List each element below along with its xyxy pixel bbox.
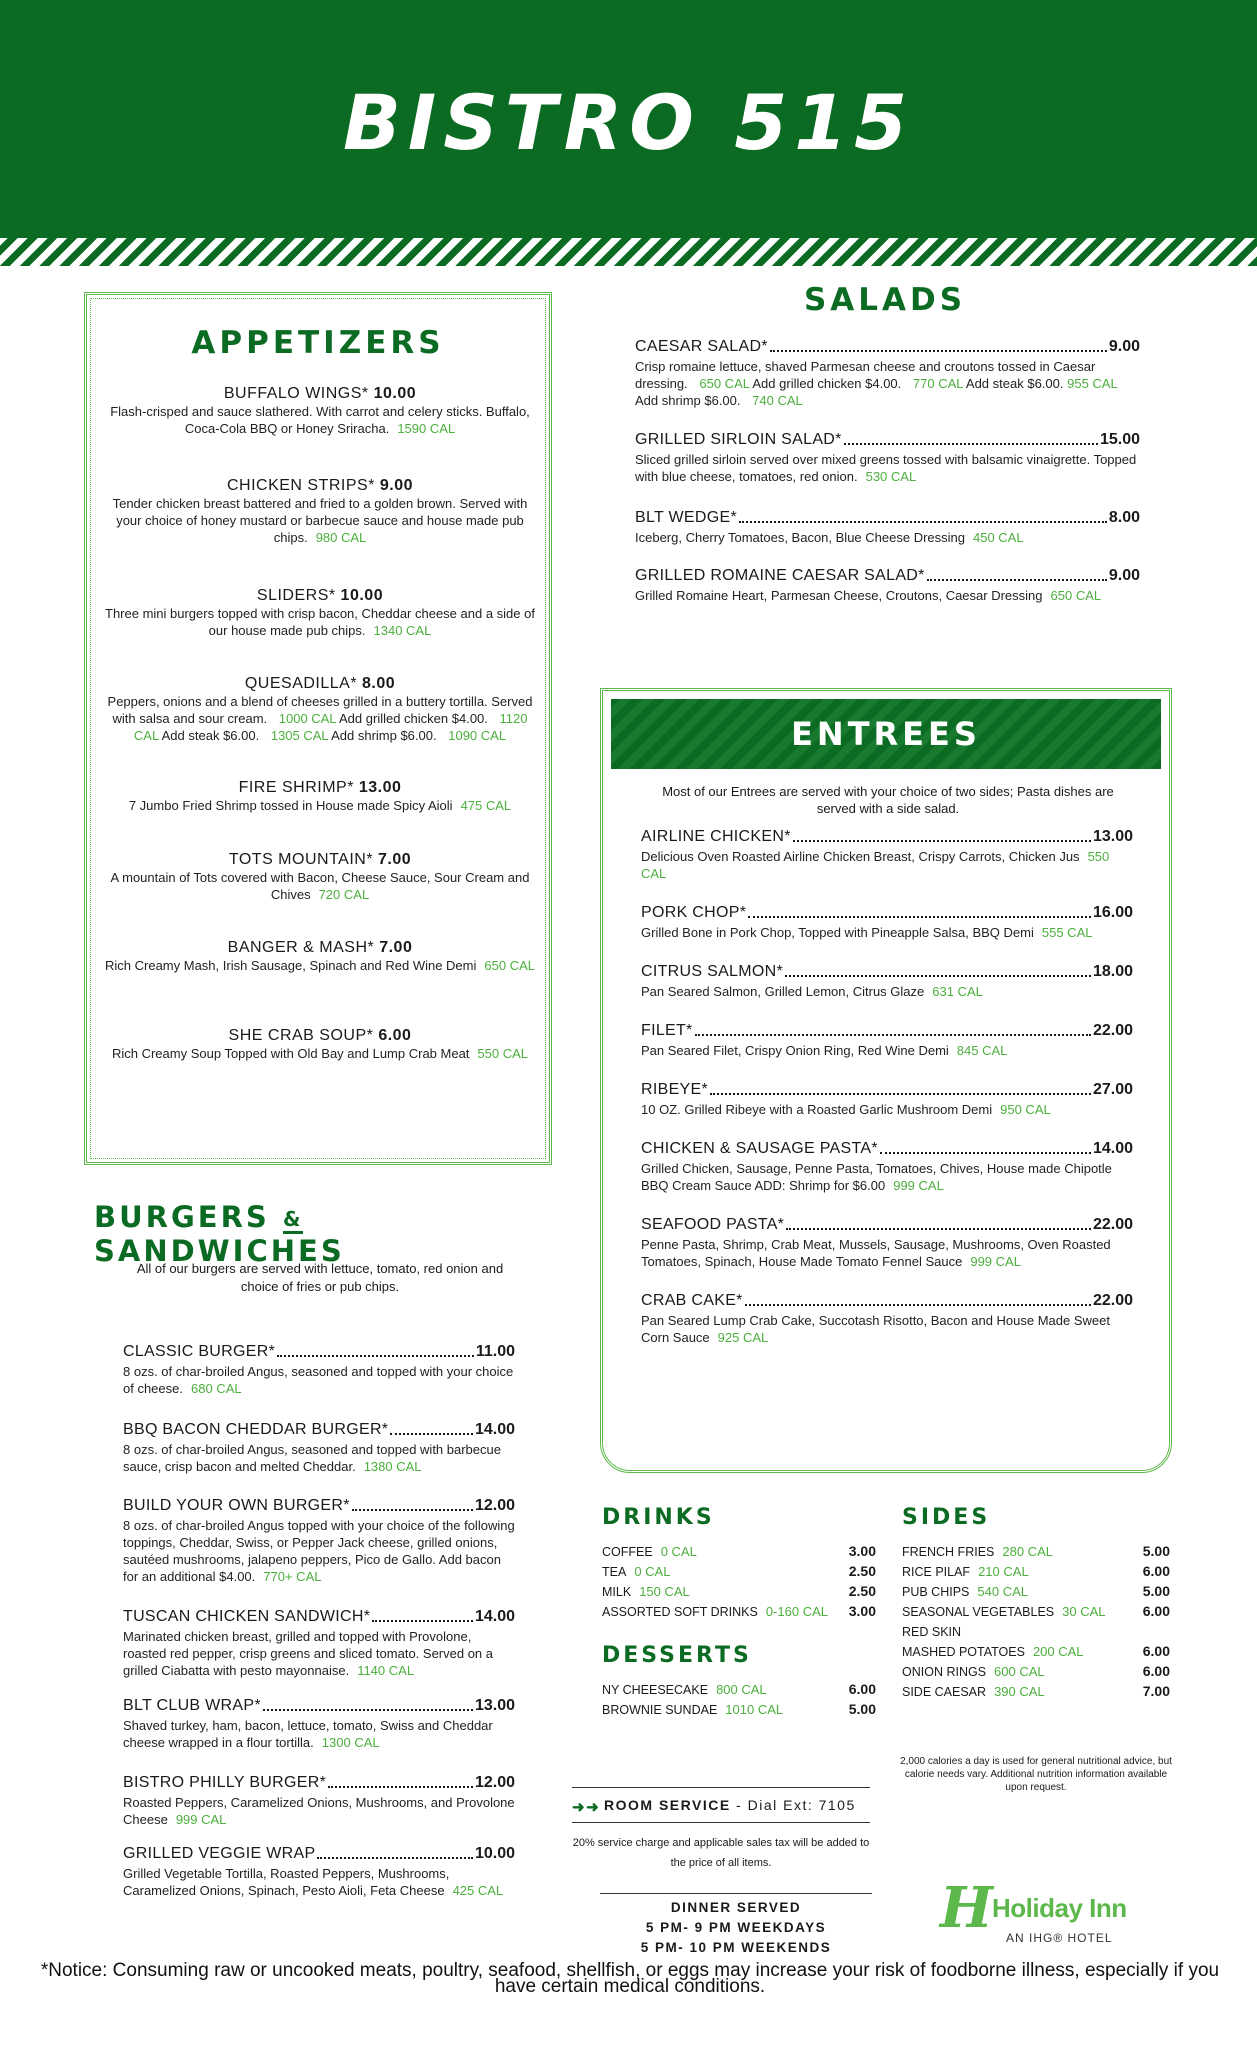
item-calories: 1590 CAL xyxy=(397,421,456,436)
item-price: 7.00 xyxy=(378,851,412,868)
item-addon: Add steak $6.00. xyxy=(161,728,260,743)
item-calories: 845 CAL xyxy=(956,1043,1008,1058)
list-item xyxy=(902,1661,1170,1681)
menu-item xyxy=(101,675,539,744)
menu-item xyxy=(635,509,1140,546)
item-description: Iceberg, Cherry Tomatoes, Bacon, Blue Cheese Dressing xyxy=(635,530,965,545)
list-item xyxy=(902,1561,1170,1581)
item-name: SLIDERS* xyxy=(256,587,336,604)
item-calories: 1305 CAL xyxy=(270,728,329,743)
double-arrow-icon: ➜➜ xyxy=(572,1799,601,1816)
item-price: 7.00 xyxy=(379,939,413,956)
item-price: 5.00 xyxy=(1142,1583,1170,1599)
item-addon: Add grilled chicken $4.00. xyxy=(339,711,488,726)
item-name: BROWNIE SUNDAE xyxy=(602,1702,718,1717)
item-price: 6.00 xyxy=(1142,1563,1170,1579)
item-calories: 999 CAL xyxy=(970,1254,1021,1269)
menu-item xyxy=(641,1022,1133,1059)
item-name: PORK CHOP* xyxy=(641,904,747,921)
item-name: SEAFOOD PASTA* xyxy=(641,1216,785,1233)
item-calories: 950 CAL xyxy=(1000,1102,1051,1117)
item-name: GRILLED SIRLOIN SALAD* xyxy=(635,431,842,448)
item-price: 22.00 xyxy=(1092,1292,1133,1309)
item-price: 15.00 xyxy=(1099,431,1140,448)
item-description: Delicious Oven Roasted Airline Chicken Breast, Crispy Carrots, Chicken Jus xyxy=(641,849,1080,864)
item-price: 14.00 xyxy=(474,1608,515,1625)
salads-title: SALADS xyxy=(803,282,967,318)
item-description: Pan Seared Salmon, Grilled Lemon, Citrus Glaze xyxy=(641,984,925,999)
item-calories: 680 CAL xyxy=(191,1381,242,1396)
menu-item xyxy=(123,1608,515,1679)
item-name: SIDE CAESAR xyxy=(902,1684,987,1699)
holiday-inn-logo xyxy=(940,1875,1180,1947)
item-description: Pan Seared Lump Crab Cake, Succotash Risotto, Bacon and House Made Sweet Corn Sauce xyxy=(641,1313,1110,1345)
item-name: MASHED POTATOES xyxy=(902,1644,1025,1659)
logo-name: Holiday Inn xyxy=(992,1893,1127,1923)
item-price: 10.00 xyxy=(340,587,384,604)
item-name: QUESADILLA* xyxy=(244,675,358,692)
list-item xyxy=(602,1561,876,1581)
item-name: COFFEE xyxy=(602,1544,653,1559)
list-item xyxy=(902,1581,1170,1601)
burgers-title xyxy=(94,1200,544,1268)
item-calories: 550 CAL xyxy=(477,1046,529,1061)
leader-dots xyxy=(263,1709,473,1711)
burgers-title-amp: & xyxy=(283,1207,303,1234)
menu-item xyxy=(123,1697,515,1751)
item-price: 8.00 xyxy=(1108,509,1140,526)
item-description: Rich Creamy Mash, Irish Sausage, Spinach and Red Wine Demi xyxy=(105,958,477,973)
list-item xyxy=(602,1541,876,1561)
appetizers-title: APPETIZERS xyxy=(191,325,445,361)
item-price: 3.00 xyxy=(848,1543,876,1559)
item-name: GRILLED VEGGIE WRAP xyxy=(123,1845,316,1862)
item-description: Three mini burgers topped with crisp bacon, Cheddar cheese and a side of our house made pub chips. xyxy=(105,606,535,638)
item-addon: Add shrimp $6.00. xyxy=(331,728,437,743)
item-calories: 800 CAL xyxy=(716,1681,767,1697)
item-description: Shaved turkey, ham, bacon, lettuce, tomato, Swiss and Cheddar cheese wrapped in a flour tortilla. xyxy=(123,1718,493,1750)
item-price: 9.00 xyxy=(1108,338,1140,355)
item-description: Grilled Vegetable Tortilla, Roasted Peppers, Mushrooms, Caramelized Onions, Spinach, Pesto Aioli, Feta Cheese xyxy=(123,1866,450,1898)
leader-dots xyxy=(745,1304,1091,1306)
leader-dots xyxy=(748,916,1091,918)
menu-item xyxy=(123,1497,515,1585)
list-item xyxy=(902,1541,1170,1561)
leader-dots xyxy=(793,840,1091,842)
item-calories: 1120 CAL xyxy=(133,711,528,743)
item-name: NY CHEESECAKE xyxy=(602,1682,709,1697)
entrees-title: ENTREES xyxy=(791,715,981,753)
item-description: Pan Seared Filet, Crispy Onion Ring, Red Wine Demi xyxy=(641,1043,949,1058)
menu-item xyxy=(641,904,1133,941)
menu-item xyxy=(123,1421,515,1475)
item-calories: 720 CAL xyxy=(318,887,370,902)
item-name: BUFFALO WINGS* xyxy=(223,385,369,402)
item-price: 18.00 xyxy=(1092,963,1133,980)
list-item xyxy=(602,1679,876,1699)
item-name: SHE CRAB SOUP* xyxy=(228,1027,374,1044)
item-name: BLT WEDGE* xyxy=(635,509,737,526)
room-service-dial: - Dial Ext: 7105 xyxy=(736,1797,856,1813)
item-calories: 390 CAL xyxy=(994,1683,1045,1699)
entrees-banner xyxy=(611,699,1161,769)
dinner-weekends: 5 PM- 10 PM WEEKENDS xyxy=(640,1940,832,1955)
item-name: BUILD YOUR OWN BURGER* xyxy=(123,1497,350,1514)
dinner-weekdays: 5 PM- 9 PM WEEKDAYS xyxy=(645,1920,827,1935)
item-name: CHICKEN & SAUSAGE PASTA* xyxy=(641,1140,878,1157)
item-calories: 450 CAL xyxy=(972,530,1024,545)
item-price: 6.00 xyxy=(1142,1643,1170,1659)
menu-item xyxy=(641,963,1133,1000)
burgers-intro: All of our burgers are served with lettuce, tomato, red onion and choice of fries or pub chips. xyxy=(136,1261,504,1294)
item-calories: 770+ CAL xyxy=(263,1569,322,1584)
item-description: Sliced grilled sirloin served over mixed greens tossed with balsamic vinaigrette. Topped with blue cheese, tomatoes, red onion. xyxy=(635,452,1137,484)
item-calories: 540 CAL xyxy=(977,1583,1028,1599)
item-price: 2.50 xyxy=(848,1583,876,1599)
item-description: A mountain of Tots covered with Bacon, Cheese Sauce, Sour Cream and Chives xyxy=(110,870,530,902)
item-calories: 425 CAL xyxy=(452,1883,504,1898)
divider xyxy=(572,1822,870,1823)
item-name: RIBEYE* xyxy=(641,1081,709,1098)
menu-item xyxy=(101,779,539,814)
item-calories: 650 CAL xyxy=(1050,588,1102,603)
leader-dots xyxy=(927,579,1107,581)
leader-dots xyxy=(880,1152,1091,1154)
item-description: Grilled Bone in Pork Chop, Topped with Pineapple Salsa, BBQ Demi xyxy=(641,925,1034,940)
room-service xyxy=(572,1787,870,1873)
item-price: 14.00 xyxy=(474,1421,515,1438)
item-price: 6.00 xyxy=(378,1027,412,1044)
item-name: AIRLINE CHICKEN* xyxy=(641,828,791,845)
nutrition-note: 2,000 calories a day is used for general nutritional advice, but calorie needs vary. Additional nutrition information available upon request. xyxy=(900,1756,1172,1793)
item-name: BISTRO PHILLY BURGER* xyxy=(123,1774,327,1791)
item-calories: 475 CAL xyxy=(460,798,512,813)
item-price: 27.00 xyxy=(1092,1081,1133,1098)
menu-item xyxy=(101,587,539,639)
item-name: ONION RINGS xyxy=(902,1664,987,1679)
item-name: TEA xyxy=(602,1564,627,1579)
drinks-list xyxy=(602,1541,876,1621)
item-calories: 770 CAL xyxy=(912,376,963,391)
item-description: 8 ozs. of char-broiled Angus, seasoned and topped with barbecue sauce, crisp bacon and melted Cheddar. xyxy=(123,1442,501,1474)
item-name: BANGER & MASH* xyxy=(227,939,375,956)
item-description: 10 OZ. Grilled Ribeye with a Roasted Garlic Mushroom Demi xyxy=(641,1102,993,1117)
header-banner xyxy=(0,0,1257,238)
item-calories: 1090 CAL xyxy=(448,728,507,743)
list-item xyxy=(902,1681,1170,1701)
leader-dots xyxy=(739,521,1107,523)
item-name: RED SKIN xyxy=(902,1624,962,1639)
item-price: 5.00 xyxy=(1142,1543,1170,1559)
item-description: Roasted Peppers, Caramelized Onions, Mushrooms, and Provolone Cheese xyxy=(123,1795,515,1827)
leader-dots xyxy=(770,350,1107,352)
menu-item xyxy=(123,1845,515,1899)
leader-dots xyxy=(317,1857,473,1859)
item-description: 8 ozs. of char-broiled Angus, seasoned and topped with your choice of cheese. xyxy=(123,1364,514,1396)
item-name: FRENCH FRIES xyxy=(902,1544,995,1559)
menu-item xyxy=(101,1027,539,1062)
item-calories: 650 CAL xyxy=(699,376,750,391)
item-calories: 955 CAL xyxy=(1067,376,1118,391)
item-price: 10.00 xyxy=(373,385,417,402)
menu-item xyxy=(123,1343,515,1397)
drinks-title: DRINKS xyxy=(602,1505,715,1530)
item-calories: 1340 CAL xyxy=(373,623,432,638)
item-name: TOTS MOUNTAIN* xyxy=(228,851,374,868)
item-calories: 0 CAL xyxy=(634,1563,671,1579)
leader-dots xyxy=(710,1093,1091,1095)
item-calories: 555 CAL xyxy=(1041,925,1093,940)
item-calories: 740 CAL xyxy=(752,393,803,408)
item-calories: 0-160 CAL xyxy=(765,1603,828,1619)
item-addon: Add shrimp $6.00. xyxy=(635,393,741,408)
item-calories: 1300 CAL xyxy=(321,1735,380,1750)
header-stripes xyxy=(0,238,1257,266)
item-name: CAESAR SALAD* xyxy=(635,338,768,355)
item-calories: 0 CAL xyxy=(660,1543,697,1559)
item-price: 7.00 xyxy=(1142,1683,1170,1699)
item-price: 11.00 xyxy=(475,1343,515,1360)
item-name: CHICKEN STRIPS* xyxy=(226,477,375,494)
desserts-list xyxy=(602,1679,876,1719)
item-description: 7 Jumbo Fried Shrimp tossed in House made Spicy Aioli xyxy=(128,798,453,813)
item-name: SEASONAL VEGETABLES xyxy=(902,1604,1055,1619)
item-name: BLT CLUB WRAP* xyxy=(123,1697,261,1714)
item-name: MILK xyxy=(602,1584,632,1599)
dinner-title: DINNER SERVED xyxy=(670,1900,802,1915)
item-price: 8.00 xyxy=(362,675,396,692)
item-name: BBQ BACON CHEDDAR BURGER* xyxy=(123,1421,389,1438)
menu-item xyxy=(123,1774,515,1828)
divider xyxy=(600,1893,872,1894)
item-name: ASSORTED SOFT DRINKS xyxy=(602,1604,758,1619)
restaurant-name: BISTRO 515 xyxy=(342,78,914,167)
item-calories: 30 CAL xyxy=(1062,1603,1106,1619)
list-item xyxy=(602,1601,876,1621)
menu-item xyxy=(101,939,539,974)
burgers-title-left: BURGERS xyxy=(94,1200,270,1234)
menu-item xyxy=(635,338,1140,409)
menu-item xyxy=(641,828,1133,882)
leader-dots xyxy=(277,1355,474,1357)
item-price: 22.00 xyxy=(1092,1216,1133,1233)
item-calories: 600 CAL xyxy=(994,1663,1045,1679)
item-price: 9.00 xyxy=(1108,567,1140,584)
desserts-title: DESSERTS xyxy=(602,1643,752,1668)
leader-dots xyxy=(695,1034,1091,1036)
item-description: Tender chicken breast battered and fried to a golden brown. Served with your choice of honey mustard or barbecue sauce and house made pub chips. xyxy=(112,496,528,545)
item-description: Crisp romaine lettuce, shaved Parmesan cheese and croutons tossed in Caesar dressing. xyxy=(635,359,1096,391)
item-calories: 550 CAL xyxy=(641,849,1110,881)
item-description: Grilled Chicken, Sausage, Penne Pasta, Tomatoes, Chives, House made Chipotle BBQ Cream Sauce ADD: Shrimp for $6.00 xyxy=(641,1161,1112,1193)
item-calories: 631 CAL xyxy=(932,984,983,999)
sides-list xyxy=(902,1541,1170,1701)
salads-section xyxy=(630,282,1140,318)
item-description: 8 ozs. of char-broiled Angus topped with your choice of the following toppings, Cheddar, Swiss, or Pepper Jack cheese, grilled onions, sautéed mushrooms, jalapeno peppers, Pico de Gallo. Add bacon for an additional $4.00. xyxy=(123,1518,515,1584)
menu-item xyxy=(641,1140,1133,1194)
menu-item xyxy=(101,851,539,903)
menu-item xyxy=(635,567,1140,604)
item-name: TUSCAN CHICKEN SANDWICH* xyxy=(123,1608,371,1625)
item-price: 12.00 xyxy=(474,1497,515,1514)
item-name: CLASSIC BURGER* xyxy=(123,1343,276,1360)
item-description: Marinated chicken breast, grilled and topped with Provolone, roasted red pepper, crisp greens and sliced tomato. Served on a grilled Ciabatta with pesto mayonnaise. xyxy=(123,1629,493,1678)
list-item xyxy=(602,1581,876,1601)
item-calories: 1380 CAL xyxy=(363,1459,422,1474)
menu-item xyxy=(641,1081,1133,1118)
item-name: PUB CHIPS xyxy=(902,1584,970,1599)
item-calories: 530 CAL xyxy=(865,469,917,484)
dinner-hours xyxy=(600,1893,872,1958)
item-name: GRILLED ROMAINE CAESAR SALAD* xyxy=(635,567,925,584)
item-price: 10.00 xyxy=(474,1845,515,1862)
item-name: CITRUS SALMON* xyxy=(641,963,783,980)
leader-dots xyxy=(844,443,1098,445)
item-description: Rich Creamy Soup Topped with Old Bay and Lump Crab Meat xyxy=(111,1046,470,1061)
item-description: Grilled Romaine Heart, Parmesan Cheese, Croutons, Caesar Dressing xyxy=(635,588,1043,603)
item-price: 16.00 xyxy=(1092,904,1133,921)
item-price: 12.00 xyxy=(474,1774,515,1791)
service-charge-note: 20% service charge and applicable sales tax will be added to the price of all items. xyxy=(572,1837,870,1869)
item-price: 13.00 xyxy=(1092,828,1133,845)
list-item xyxy=(902,1641,1170,1661)
item-calories: 1000 CAL xyxy=(278,711,337,726)
item-calories: 280 CAL xyxy=(1002,1543,1053,1559)
item-addon: Add grilled chicken $4.00. xyxy=(752,376,902,391)
food-safety-notice: *Notice: Consuming raw or uncooked meats, poultry, seafood, shellfish, or eggs may increase your risk of foodborne illness, especially if you have certain medical conditions. xyxy=(40,1960,1220,1997)
leader-dots xyxy=(328,1786,473,1788)
item-calories: 925 CAL xyxy=(717,1330,769,1345)
item-description: Peppers, onions and a blend of cheeses grilled in a buttery tortilla. Served with salsa and sour cream. xyxy=(107,694,533,726)
list-item xyxy=(902,1621,1170,1641)
room-service-label: ROOM SERVICE xyxy=(604,1797,731,1813)
item-price: 5.00 xyxy=(848,1701,876,1717)
leader-dots xyxy=(352,1509,473,1511)
menu-item xyxy=(635,431,1140,485)
sides-title: SIDES xyxy=(902,1505,991,1530)
item-description: Penne Pasta, Shrimp, Crab Meat, Mussels, Sausage, Mushrooms, Oven Roasted Tomatoes, Spinach, House Made Tomato Fennel Sauce xyxy=(641,1237,1111,1269)
logo-mark: H xyxy=(940,1875,993,1941)
item-price: 9.00 xyxy=(379,477,414,494)
logo-subtitle: AN IHG® HOTEL xyxy=(1006,1931,1113,1945)
appetizers-panel xyxy=(84,292,552,1165)
list-item xyxy=(602,1699,876,1719)
item-price: 22.00 xyxy=(1092,1022,1133,1039)
item-price: 2.50 xyxy=(848,1563,876,1579)
item-calories: 150 CAL xyxy=(639,1583,690,1599)
item-calories: 1010 CAL xyxy=(725,1701,784,1717)
item-calories: 650 CAL xyxy=(484,958,535,973)
leader-dots xyxy=(390,1433,473,1435)
item-name: CRAB CAKE* xyxy=(641,1292,743,1309)
item-price: 6.00 xyxy=(848,1681,876,1697)
item-price: 3.00 xyxy=(848,1603,876,1619)
item-price: 14.00 xyxy=(1092,1140,1133,1157)
item-calories: 999 CAL xyxy=(893,1178,944,1193)
item-price: 13.00 xyxy=(474,1697,515,1714)
menu-item xyxy=(641,1216,1133,1270)
entrees-intro: Most of our Entrees are served with your choice of two sides; Pasta dishes are served with a side salad. xyxy=(662,784,1114,816)
item-calories: 980 CAL xyxy=(315,530,367,545)
item-name: FILET* xyxy=(641,1022,693,1039)
menu-item xyxy=(101,385,539,437)
item-addon: Add steak $6.00. xyxy=(965,376,1064,391)
item-description: Flash-crisped and sauce slathered. With carrot and celery sticks. Buffalo, Coca-Cola BBQ or Honey Sriracha. xyxy=(110,404,530,436)
item-name: RICE PILAF xyxy=(902,1564,971,1579)
item-price: 6.00 xyxy=(1142,1663,1170,1679)
item-calories: 200 CAL xyxy=(1032,1643,1084,1659)
menu-item xyxy=(101,477,539,546)
item-name: FIRE SHRIMP* xyxy=(238,779,354,796)
leader-dots xyxy=(786,1228,1091,1230)
leader-dots xyxy=(785,975,1091,977)
item-calories: 999 CAL xyxy=(175,1812,227,1827)
item-price: 6.00 xyxy=(1142,1603,1170,1619)
item-calories: 1140 CAL xyxy=(357,1663,415,1678)
item-calories: 210 CAL xyxy=(978,1563,1029,1579)
list-item xyxy=(902,1601,1170,1621)
burgers-title-right: SANDWICHES xyxy=(94,1234,345,1268)
menu-item xyxy=(641,1292,1133,1346)
leader-dots xyxy=(372,1620,473,1622)
item-price: 13.00 xyxy=(358,779,402,796)
